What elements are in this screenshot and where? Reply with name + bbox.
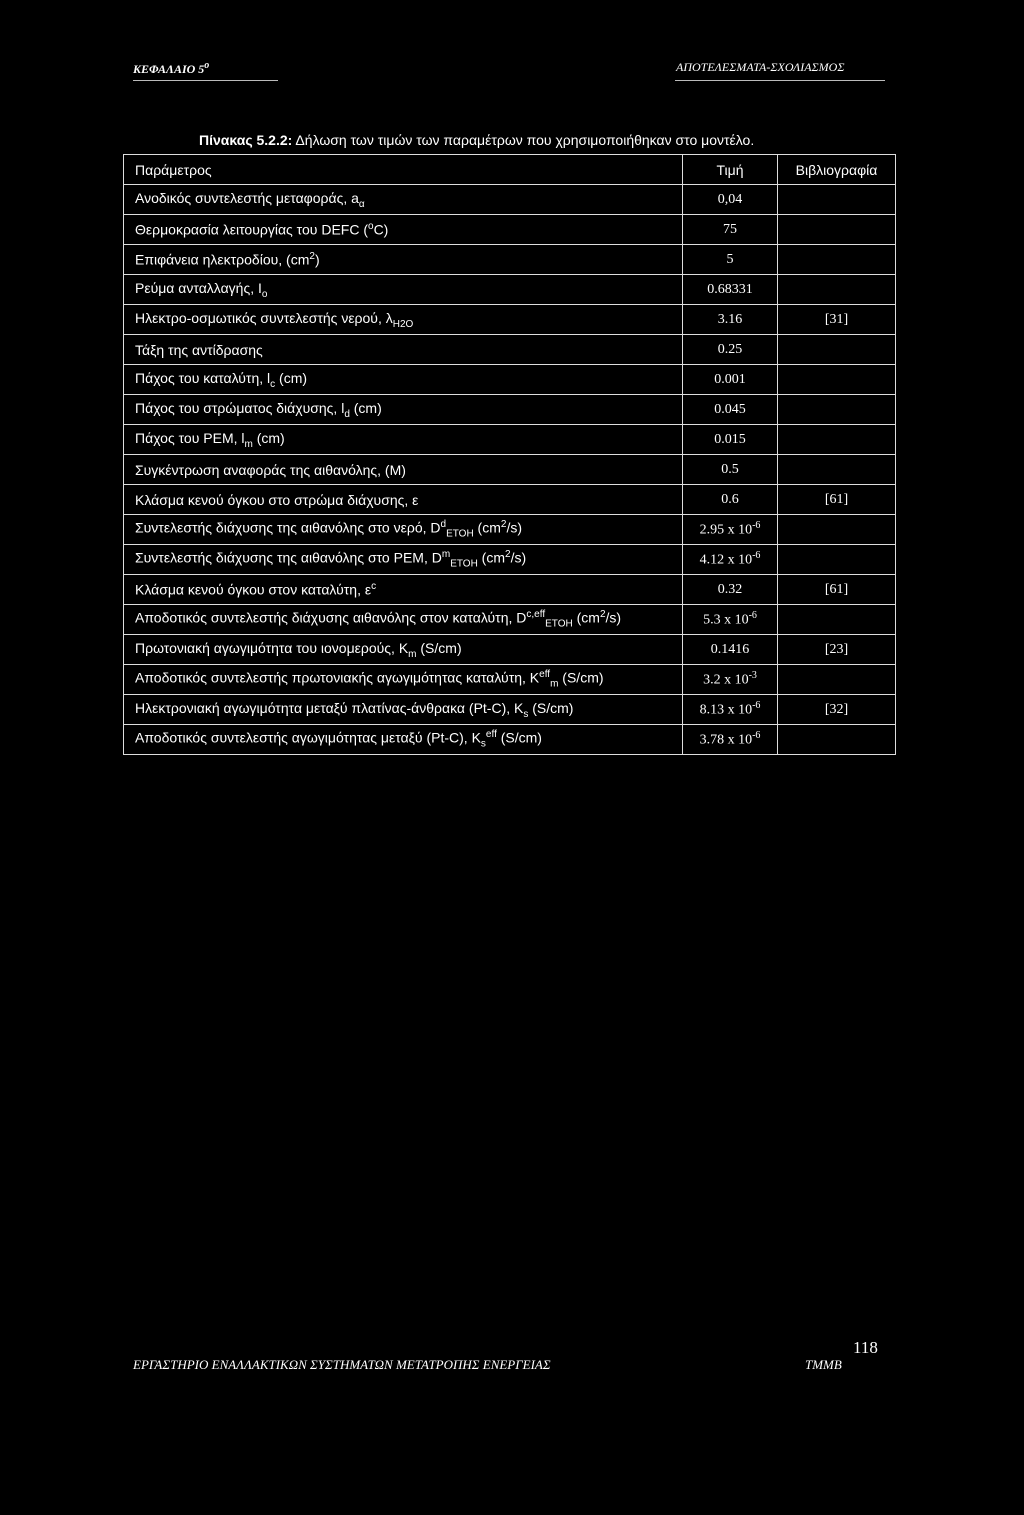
- reference-cell: [778, 665, 896, 695]
- value-cell: 3.16: [683, 305, 778, 335]
- header-reference: Βιβλιογραφία: [778, 155, 896, 185]
- reference-cell: [778, 605, 896, 635]
- parameter-cell: Ηλεκτρο-οσμωτικός συντελεστής νερού, $\lambda_{H2O}$: [124, 305, 683, 335]
- value-cell: 8.13 x $10^{-6}$: [683, 695, 778, 725]
- parameter-cell: Συγκέντρωση αναφοράς της αιθανόλης, (M): [124, 455, 683, 485]
- reference-cell: [61]: [778, 575, 896, 605]
- parameter-cell: Αποδοτικός συντελεστής αγωγιμότητας μεταξύ (Pt-C), $K_s^{eff}$ (S/cm): [124, 725, 683, 755]
- reference-cell: [778, 515, 896, 545]
- reference-cell: [778, 545, 896, 575]
- parameter-cell: Κλάσμα κενού όγκου στον καταλύτη, $\varepsilon^c$: [124, 575, 683, 605]
- parameter-cell: Πρωτονιακή αγωγιμότητα του ιονομερούς, $K_m$ (S/cm): [124, 635, 683, 665]
- parameter-cell: Αποδοτικός συντελεστής διάχυσης αιθανόλης στον καταλύτη, $D^{c,eff}_{ETOH}$ $(cm^2/s)$: [124, 605, 683, 635]
- reference-cell: [778, 455, 896, 485]
- table-header-row: [124, 155, 896, 185]
- reference-cell: [778, 215, 896, 245]
- table-row: [124, 305, 896, 335]
- value-cell: 3.78 x $10^{-6}$: [683, 725, 778, 755]
- table-row: [124, 725, 896, 755]
- reference-cell: [778, 335, 896, 365]
- header-rule-right: [675, 80, 885, 81]
- value-cell: 0.68331: [683, 275, 778, 305]
- parameter-cell: Συντελεστής διάχυσης της αιθανόλης στο νερό, $D^d_{ETOH}$ $(cm^2/s)$: [124, 515, 683, 545]
- table-row: [124, 245, 896, 275]
- value-cell: 4.12 x $10^{-6}$: [683, 545, 778, 575]
- table-row: [124, 455, 896, 485]
- value-cell: 0.001: [683, 365, 778, 395]
- table-row: [124, 635, 896, 665]
- table-row: [124, 395, 896, 425]
- parameter-cell: Τάξη της αντίδρασης: [124, 335, 683, 365]
- parameter-cell: Πάχος του PEM, $l_m$ (cm): [124, 425, 683, 455]
- reference-cell: [778, 245, 896, 275]
- reference-cell: [61]: [778, 485, 896, 515]
- table-row: [124, 515, 896, 545]
- value-cell: 2.95 x $10^{-6}$: [683, 515, 778, 545]
- parameter-cell: Πάχος του στρώματος διάχυσης, $l_d$ (cm): [124, 395, 683, 425]
- header-rule-left: [133, 80, 278, 81]
- chapter-header: ΚΕΦΑΛΑΙΟ $5^o$: [133, 60, 210, 76]
- reference-cell: [778, 425, 896, 455]
- value-cell: 75: [683, 215, 778, 245]
- parameter-cell: Αποδοτικός συντελεστής πρωτονιακής αγωγιμότητας καταλύτη, $K^{eff}_m$ (S/cm): [124, 665, 683, 695]
- table-row: [124, 545, 896, 575]
- table-row: [124, 185, 896, 215]
- parameter-cell: Πάχος του καταλύτη, $l_c$ (cm): [124, 365, 683, 395]
- value-cell: 0.32: [683, 575, 778, 605]
- page-number: 118: [853, 1338, 878, 1357]
- parameter-cell: Ανοδικός συντελεστής μεταφοράς, $a_\alpha$: [124, 185, 683, 215]
- value-cell: 0,04: [683, 185, 778, 215]
- value-cell: 5.3 x $10^{-6}$: [683, 605, 778, 635]
- table-row: [124, 215, 896, 245]
- reference-cell: [31]: [778, 305, 896, 335]
- table-row: [124, 365, 896, 395]
- table-row: [124, 335, 896, 365]
- footer-department: ΤΜΜΒ: [805, 1357, 842, 1372]
- table-row: [124, 485, 896, 515]
- table-row: [124, 605, 896, 635]
- table-row: [124, 665, 896, 695]
- parameter-cell: Ρεύμα ανταλλαγής, $I_o$: [124, 275, 683, 305]
- table-row: [124, 275, 896, 305]
- value-cell: 0.5: [683, 455, 778, 485]
- reference-cell: [778, 365, 896, 395]
- value-cell: 5: [683, 245, 778, 275]
- value-cell: 0.6: [683, 485, 778, 515]
- parameter-cell: Κλάσμα κενού όγκου στο στρώμα διάχυσης, ε: [124, 485, 683, 515]
- table-caption: Πίνακας 5.2.2: Δήλωση των τιμών των παραμέτρων που χρησιμοποιήθηκαν στο μοντέλο.: [199, 132, 755, 148]
- parameter-cell: Ηλεκτρονιακή αγωγιμότητα μεταξύ πλατίνας-άνθρακα (Pt-C), $K_s$ (S/cm): [124, 695, 683, 725]
- value-cell: 3.2 x $10^{-3}$: [683, 665, 778, 695]
- section-header: ΑΠΟΤΕΛΕΣΜΑΤΑ-ΣΧΟΛΙΑΣΜΟΣ: [676, 60, 845, 74]
- table-row: [124, 575, 896, 605]
- reference-cell: [23]: [778, 635, 896, 665]
- value-cell: 0.25: [683, 335, 778, 365]
- value-cell: 0.015: [683, 425, 778, 455]
- reference-cell: [32]: [778, 695, 896, 725]
- parameter-cell: Συντελεστής διάχυσης της αιθανόλης στο PEM, $D^m_{ETOH}$ $(cm^2/s)$: [124, 545, 683, 575]
- header-parameter: Παράμετρος: [124, 155, 683, 185]
- reference-cell: [778, 185, 896, 215]
- parameters-table: [123, 154, 896, 755]
- reference-cell: [778, 275, 896, 305]
- parameter-cell: Επιφάνεια ηλεκτροδίου, $(cm^2)$: [124, 245, 683, 275]
- reference-cell: [778, 395, 896, 425]
- table-row: [124, 425, 896, 455]
- footer-lab-name: ΕΡΓΑΣΤΗΡΙΟ ΕΝΑΛΛΑΚΤΙΚΩΝ ΣΥΣΤΗΜΑΤΩΝ ΜΕΤΑΤΡΟΠΗΣ ΕΝΕΡΓΕΙΑΣ: [133, 1357, 551, 1372]
- value-cell: 0.045: [683, 395, 778, 425]
- value-cell: 0.1416: [683, 635, 778, 665]
- reference-cell: [778, 725, 896, 755]
- header-value: Τιμή: [683, 155, 778, 185]
- table-row: [124, 695, 896, 725]
- parameter-cell: Θερμοκρασία λειτουργίας του DEFC ($^o$C): [124, 215, 683, 245]
